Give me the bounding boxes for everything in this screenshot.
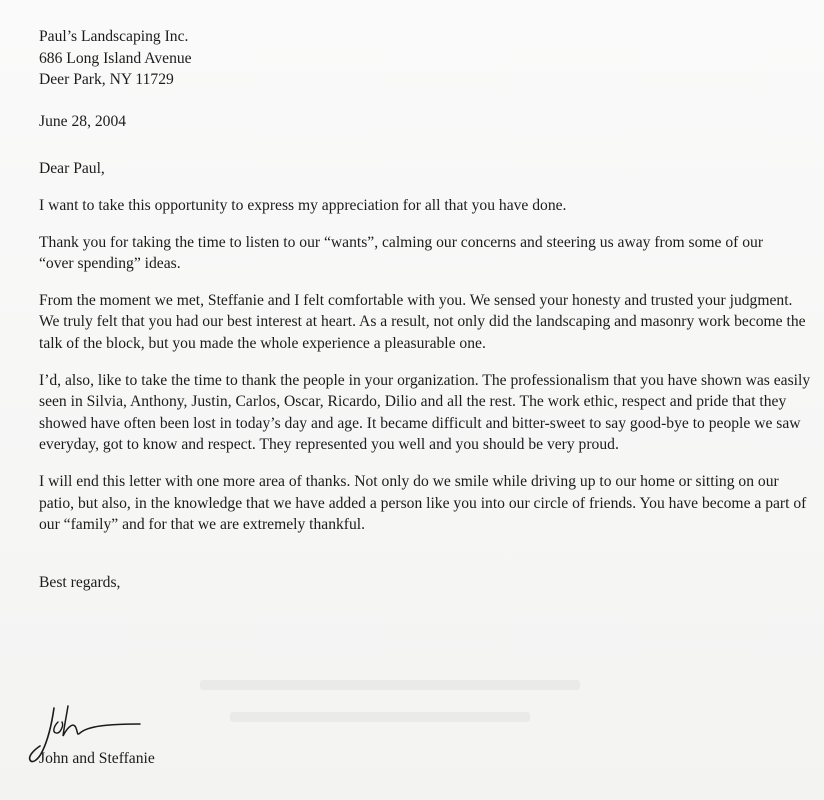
- sender-company: Paul’s Landscaping Inc.: [39, 28, 189, 45]
- salutation: Dear Paul,: [39, 160, 105, 178]
- paragraph-1: I want to take this opportunity to express my appreciation for all that you have done.: [39, 196, 567, 214]
- letter-date: June 28, 2004: [39, 112, 127, 130]
- paragraph-2: Thank you for taking the time to listen to our “wants”, calming our concerns and steering us away from some of our “over spending” ideas.: [39, 233, 764, 273]
- paragraph-3: From the moment we met, Steffanie and I felt comfortable with you. We sensed your honesty and trusted your judgment. We truly felt that you had our best interest at heart. As a result, not only did the landscaping and masonry work become the talk of the block, but you made the whole experience a pleasurable one.: [39, 291, 806, 352]
- letter-body: [39, 26, 814, 593]
- sender-city: Deer Park, NY 11729: [39, 71, 174, 89]
- sender-street: 686 Long Island Avenue: [39, 49, 192, 67]
- sender-address: [39, 26, 814, 91]
- bleed-through-text: [190, 680, 620, 760]
- paragraph-5: I will end this letter with one more area of thanks. Not only do we smile while driving up to our home or sitting on our patio, but also, in the knowledge that we have added a person like you into our circle of friends. You have become a part of our “family” and for that we are extremely thankful.: [39, 472, 807, 534]
- closing: Best regards,: [39, 573, 121, 591]
- signatory-name: John and Steffanie: [39, 750, 155, 767]
- paragraph-4: I’d, also, like to take the time to thank the people in your organization. The professionalism that you have shown was easily seen in Silvia, Anthony, Justin, Carlos, Oscar, Ricardo, Dilio and all the rest. The work ethic, respect and pride that they showed have often been lost in today’s day and age. It became difficult and bitter-sweet to say good-bye to people we saw everyday, got to know and respect. They represented you well and you should be very proud.: [39, 371, 811, 454]
